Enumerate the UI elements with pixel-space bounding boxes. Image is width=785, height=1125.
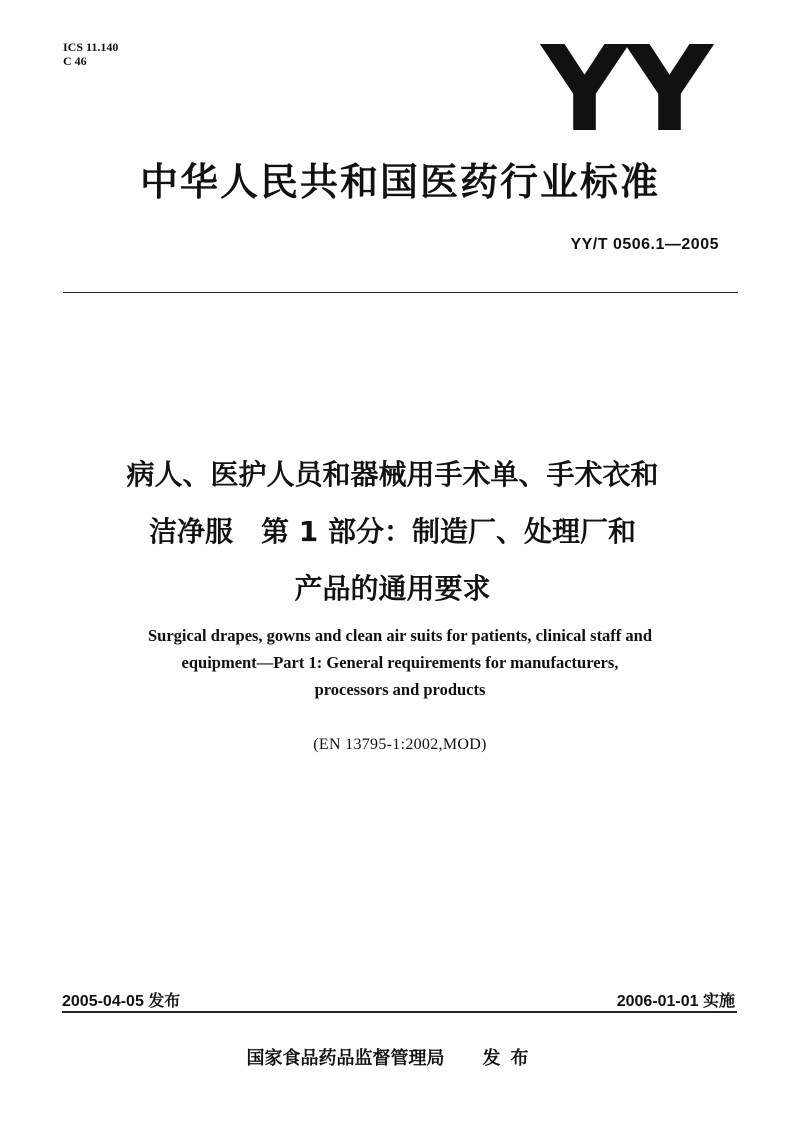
english-title-line: Surgical drapes, gowns and clean air suits for patients, clinical staff and [147, 626, 653, 645]
yy-logo [526, 30, 726, 140]
issuing-authority: 国家食品药品监督管理局 [246, 1048, 445, 1069]
chinese-title-line: 产品的通用要求 [294, 572, 491, 605]
classification-codes [63, 40, 118, 68]
chinese-title [40, 446, 745, 617]
chinese-title-line: 洁净服 第 1 部分：制造厂、处理厂和 [149, 515, 636, 548]
english-title-line: processors and products [314, 680, 486, 699]
header-divider [63, 292, 738, 293]
logo-text: YY [538, 30, 715, 140]
chinese-title-line: 病人、医护人员和器械用手术单、手术衣和 [126, 458, 659, 491]
english-title [50, 622, 750, 703]
standard-title: 中华人民共和国医药行业标准 [139, 160, 660, 204]
equivalence-note: (EN 13795-1:2002,MOD) [313, 736, 487, 753]
implement-date: 2006-01-01 实施 [616, 993, 735, 1010]
ccs-code: C 46 [63, 54, 87, 68]
standard-number: YY/T 0506.1—2005 [570, 236, 719, 253]
publish-date: 2005-04-05 发布 [62, 993, 181, 1010]
issue-label: 发布 [482, 1048, 539, 1069]
ics-code: ICS 11.140 [63, 40, 119, 54]
english-title-line: equipment—Part 1: General requirements for manufacturers, [181, 653, 619, 672]
footer-divider [62, 1011, 737, 1013]
issuer-line [0, 1044, 785, 1070]
